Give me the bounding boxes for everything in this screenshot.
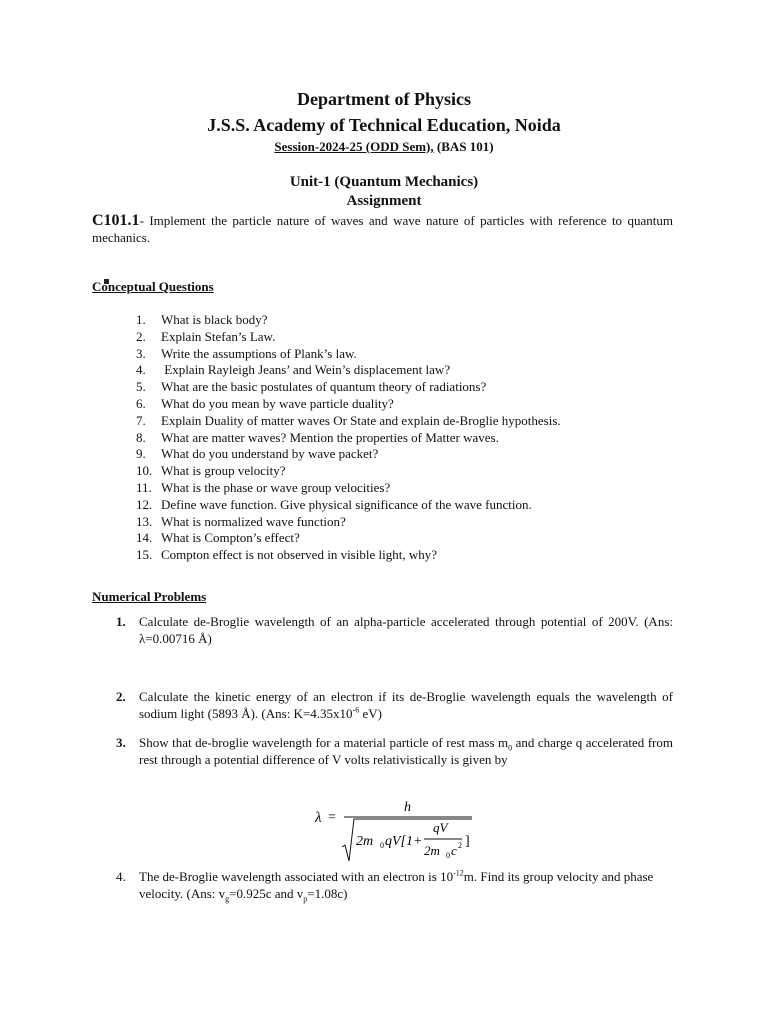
question-number: 15. bbox=[136, 547, 153, 563]
conceptual-question bbox=[136, 430, 561, 447]
outcome-code: C101.1 bbox=[92, 212, 140, 229]
problem-text: Calculate the kinetic energy of an electron if its de-Broglie wavelength equals the wavelength of sodium light (5893 Å). (Ans: $K=4.35x10^{-6}$ eV) bbox=[139, 689, 673, 721]
conceptual-question bbox=[136, 413, 561, 430]
course-outcome bbox=[92, 212, 673, 246]
numerical-heading: Numerical Problems bbox=[92, 589, 207, 604]
conceptual-question bbox=[136, 446, 561, 463]
question-number: 10. bbox=[136, 463, 153, 479]
question-text: What do you mean by wave particle duality? bbox=[161, 395, 394, 411]
svg-text:0: 0 bbox=[446, 851, 450, 860]
problem-number: 3. bbox=[116, 735, 126, 750]
conceptual-question bbox=[136, 312, 561, 329]
question-number: 3. bbox=[136, 345, 146, 361]
problem-number: 2. bbox=[116, 689, 126, 704]
session-code: (BAS 101) bbox=[433, 139, 494, 154]
question-number: 5. bbox=[136, 379, 146, 395]
assignment-title: Assignment bbox=[346, 193, 422, 209]
svg-text:qV: qV bbox=[433, 820, 448, 835]
question-text: Define wave function. Give physical significance of the wave function. bbox=[161, 496, 532, 512]
question-number: 11. bbox=[136, 479, 152, 495]
svg-text:0: 0 bbox=[380, 841, 384, 850]
question-text: What is the phase or wave group velocities? bbox=[161, 479, 391, 495]
svg-text:c: c bbox=[451, 843, 457, 858]
question-number: 2. bbox=[136, 328, 146, 344]
question-number: 13. bbox=[136, 513, 153, 529]
numerical-problem-3 bbox=[116, 734, 673, 768]
conceptual-question bbox=[136, 346, 561, 363]
conceptual-question bbox=[136, 329, 561, 346]
svg-text:2m: 2m bbox=[424, 843, 440, 858]
conceptual-question bbox=[136, 379, 561, 396]
svg-text:2: 2 bbox=[458, 841, 462, 850]
conceptual-question bbox=[136, 497, 561, 514]
svg-text:]: ] bbox=[465, 834, 470, 849]
numerical-problem-2 bbox=[116, 688, 673, 722]
question-number: 8. bbox=[136, 429, 146, 445]
svg-text:2m: 2m bbox=[356, 834, 374, 849]
question-text: What is Compton’s effect? bbox=[161, 530, 300, 546]
question-text: Write the assumptions of Plank’s law. bbox=[161, 345, 357, 361]
question-number: 12. bbox=[136, 496, 153, 512]
question-text: Compton effect is not observed in visible light, why? bbox=[161, 547, 437, 563]
problem-number: 1. bbox=[116, 614, 126, 629]
question-number: 14. bbox=[136, 530, 153, 546]
problem-text: The de-Broglie wavelength associated with an electron is $10^{-12}m$. Find its group velocity and phase velocity. (Ans: $v_g=0.925c$ and $v_p=1.08c$) bbox=[139, 868, 654, 904]
conceptual-question bbox=[136, 530, 561, 547]
conceptual-question bbox=[136, 514, 561, 531]
svg-text:λ: λ bbox=[315, 810, 322, 826]
question-text: What are matter waves? Mention the properties of Matter waves. bbox=[161, 429, 499, 445]
institute-title: J.S.S. Academy of Technical Education, Noida bbox=[207, 115, 561, 135]
numerical-problem-1 bbox=[116, 613, 673, 647]
conceptual-question bbox=[136, 463, 561, 480]
question-number: 1. bbox=[136, 312, 146, 327]
conceptual-question bbox=[136, 362, 561, 379]
question-text: What is group velocity? bbox=[161, 463, 286, 479]
question-number: 4. bbox=[136, 362, 146, 378]
relativistic-wavelength-formula bbox=[310, 795, 480, 865]
svg-text:h: h bbox=[404, 800, 411, 815]
problem-text: Show that de-broglie wavelength for a material particle of rest mass $m_0$ and charge q accelerated from rest through a potential difference of V volts relativistically is given by bbox=[139, 735, 673, 767]
problem-number: 4. bbox=[116, 869, 126, 884]
unit-title: Unit-1 (Quantum Mechanics) bbox=[289, 174, 479, 190]
outcome-text: - Implement the particle nature of waves and wave nature of particles with reference to quantum mechanics. bbox=[92, 213, 673, 245]
question-text: Explain Stefan’s Law. bbox=[161, 328, 276, 344]
question-text: What are the basic postulates of quantum theory of radiations? bbox=[161, 379, 487, 395]
svg-text:=: = bbox=[328, 810, 336, 825]
session-underlined: Session-2024-25 (ODD Sem), bbox=[274, 139, 434, 154]
session-line bbox=[0, 139, 768, 155]
conceptual-question bbox=[136, 547, 561, 564]
question-number: 7. bbox=[136, 412, 146, 428]
question-text: What is normalized wave function? bbox=[161, 513, 346, 529]
conceptual-heading: Conceptual Questions bbox=[92, 279, 214, 294]
numerical-problem-4 bbox=[116, 868, 673, 904]
conceptual-questions-list bbox=[136, 312, 561, 564]
question-text: What is black body? bbox=[161, 312, 268, 327]
problem-text: Calculate de-Broglie wavelength of an alpha-particle accelerated through potential of 200V. (Ans: λ=0.00716 Å) bbox=[139, 614, 673, 646]
question-number: 6. bbox=[136, 395, 146, 411]
department-title: Department of Physics bbox=[297, 89, 471, 109]
conceptual-question bbox=[136, 480, 561, 497]
question-number: 9. bbox=[136, 446, 146, 462]
conceptual-question bbox=[136, 396, 561, 413]
question-text: Explain Rayleigh Jeans’ and Wein’s displacement law? bbox=[161, 362, 451, 378]
question-text: What do you understand by wave packet? bbox=[161, 446, 379, 462]
question-text: Explain Duality of matter waves Or State and explain de-Broglie hypothesis. bbox=[161, 412, 561, 428]
svg-text:qV[1+: qV[1+ bbox=[385, 834, 423, 849]
